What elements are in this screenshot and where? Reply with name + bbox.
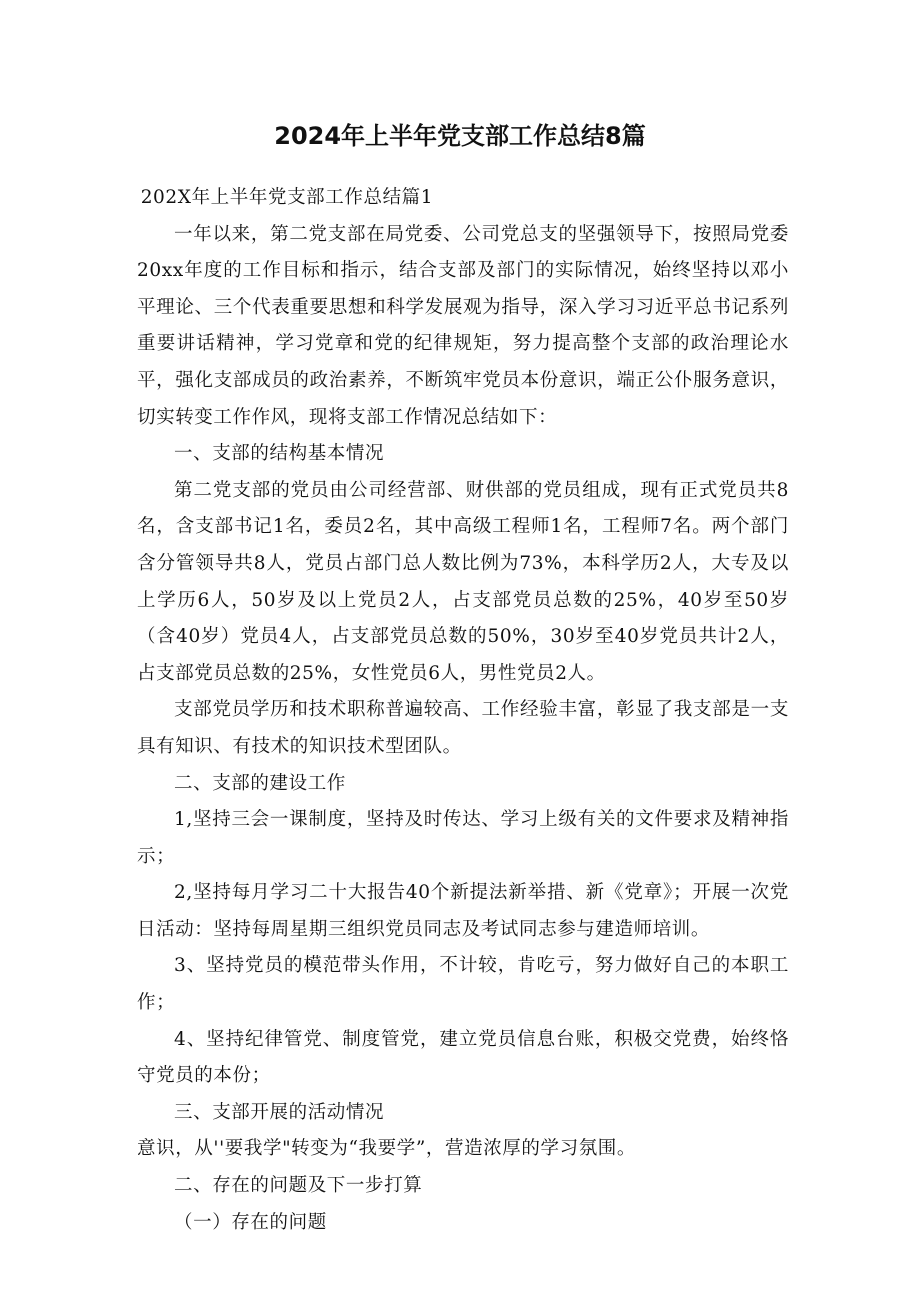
list-item: 4、坚持纪律管党、制度管党，建立党员信息台账，积极交党费，始终恪守党员的本份； xyxy=(137,1028,789,1087)
list-item: 1,坚持三会一课制度，坚持及时传达、学习上级有关的文件要求及精神指示； xyxy=(137,809,789,867)
section-heading: 202X年上半年党支部工作总结篇1 xyxy=(140,187,434,208)
document-title: 2024年上半年党支部工作总结8篇 xyxy=(274,122,646,150)
paragraph: 第二党支部的党员由公司经营部、财供部的党员组成，现有正式党员共8名，含支部书记1名，委员2名，其中高级工程师1名，工程师7名。两个部门含分管领导共8人，党员占部门总人数比例为73%，本科学历2人，大专及以上学历6人，50岁及以上党员2人，占支部党员总数的25%，40岁至50岁（含40岁）党员4人，占支部党员总数的50%，30岁至40岁党员共计2人，占支部党员总数的25%，女性党员6人，男性党员2人。 xyxy=(137,479,789,684)
list-item: 3、坚持党员的模范带头作用，不计较，肯吃亏，努力做好自己的本职工作； xyxy=(137,955,789,1014)
paragraph: 支部党员学历和技术职称普遍较高、工作经验丰富，彰显了我支部是一支具有知识、有技术的知识技术型团队。 xyxy=(137,699,789,757)
section-heading: 三、支部开展的活动情况 xyxy=(174,1101,385,1123)
document-body xyxy=(137,180,789,1241)
paragraph: 一年以来，第二党支部在局党委、公司党总支的坚强领导下，按照局党委20xx年度的工作目标和指示，结合支部及部门的实际情况，始终坚持以邓小平理论、三个代表重要思想和科学发展观为指导，深入学习习近平总书记系列重要讲话精神，学习党章和党的纪律规矩，努力提高整个支部的政治理论水平，强化支部成员的政治素养，不断筑牢党员本份意识，端正公仆服务意识，切实转变工作作风，现将支部工作情况总结如下： xyxy=(137,223,789,428)
section-heading: 二、支部的建设工作 xyxy=(174,772,346,794)
section-heading: 二、存在的问题及下一步打算 xyxy=(174,1175,423,1197)
list-item: 2,坚持每月学习二十大报告40个新提法新举措、新《党章》；开展一次党日活动：坚持每周星期三组织党员同志及考试同志参与建造师培训。 xyxy=(137,882,789,940)
section-heading: 一、支部的结构基本情况 xyxy=(174,443,385,465)
paragraph: 意识，从''要我学"转变为“我要学”，营造浓厚的学习氛围。 xyxy=(137,1138,636,1160)
subsection-heading: （一）存在的问题 xyxy=(174,1211,327,1233)
